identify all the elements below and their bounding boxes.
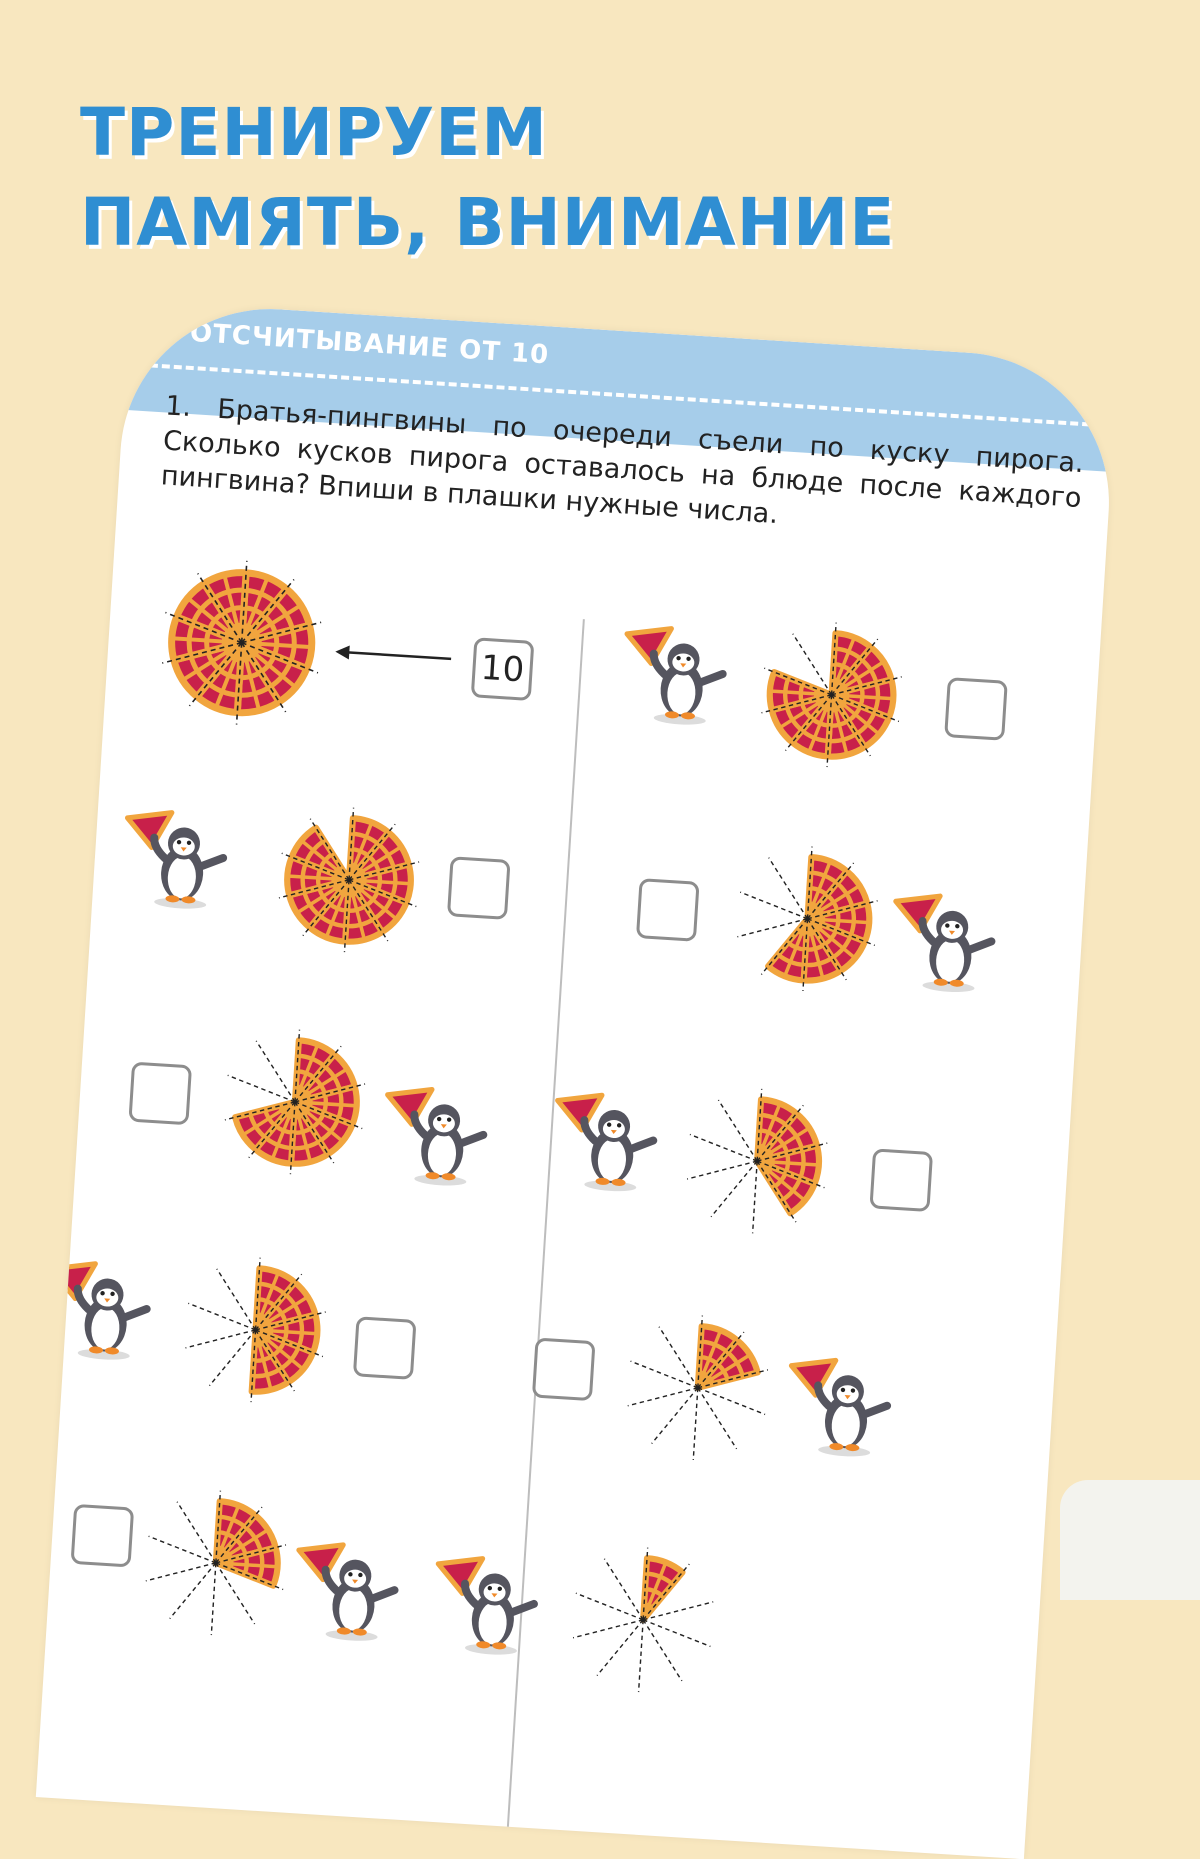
start-value-box: 10: [471, 637, 535, 701]
background-corner: [1060, 1480, 1200, 1600]
pie-icon: [678, 1082, 837, 1241]
penguin-icon: [120, 806, 246, 913]
answer-box[interactable]: [869, 1148, 933, 1212]
answer-box[interactable]: [71, 1504, 135, 1568]
headline-line-1: ТРЕНИРУЕМ: [80, 94, 548, 171]
penguin-icon: [550, 1088, 676, 1195]
pie-icon: [564, 1540, 723, 1699]
penguin-icon: [619, 622, 745, 729]
pie-icon: [176, 1250, 335, 1409]
pie-icon: [752, 615, 911, 774]
task-text: 1. Братья-пингвины по очереди съели по куску пирога. Сколько кусков пирога оставалось на блюде после каждого пингвина? Впиши в плашки нужные числа.: [160, 390, 1085, 531]
penguin-icon: [380, 1083, 506, 1190]
answer-box[interactable]: [447, 856, 511, 920]
answer-box[interactable]: [944, 677, 1008, 741]
pie-icon: [269, 800, 428, 959]
pie-icon: [728, 839, 887, 998]
penguin-icon: [888, 889, 1014, 996]
headline-line-2: ПАМЯТЬ, ВНИМАНИЕ: [80, 184, 896, 261]
pie-icon: [136, 1483, 295, 1642]
arrow-icon: [333, 641, 454, 668]
answer-box[interactable]: [353, 1316, 417, 1380]
answer-box[interactable]: [636, 878, 700, 942]
page-headline: [80, 88, 895, 268]
penguin-icon: [43, 1257, 169, 1364]
pie-icon: [215, 1022, 374, 1181]
pie-icon: [152, 553, 332, 733]
answer-box[interactable]: [532, 1338, 596, 1402]
pie-icon: [618, 1308, 777, 1467]
penguin-icon: [431, 1552, 557, 1659]
answer-box[interactable]: [128, 1062, 192, 1126]
penguin-icon: [291, 1538, 417, 1645]
worksheet: [36, 300, 1118, 1859]
section-title: ОТСЧИТЫВАНИЕ ОТ 10: [189, 317, 551, 371]
penguin-icon: [784, 1354, 910, 1461]
